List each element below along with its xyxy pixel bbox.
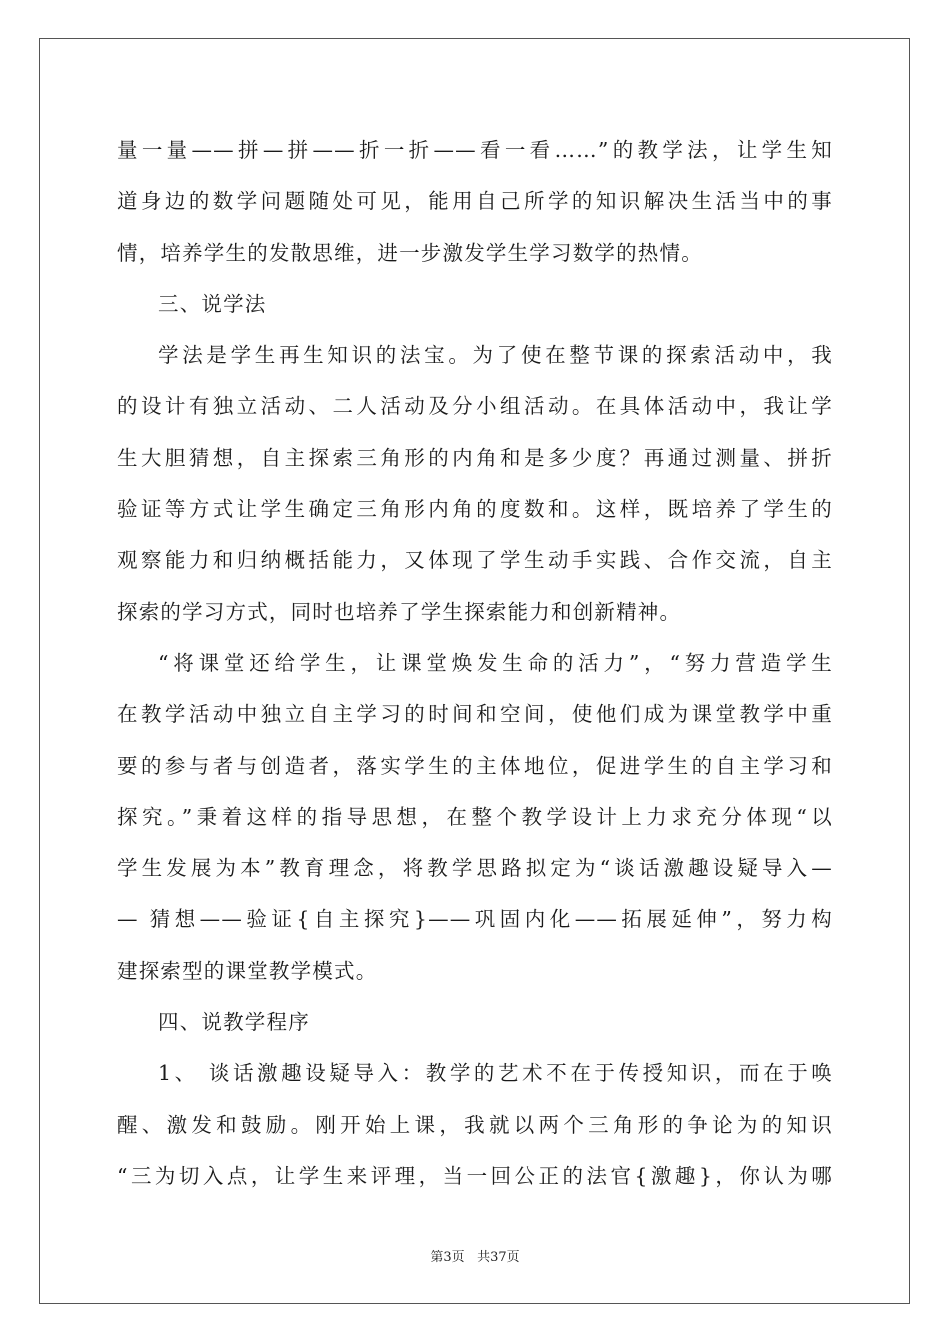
text-line: 建探索型的课堂教学模式。 [117,958,378,983]
text-line: 要的参与者与创造者，落实学生的主体地位，促进学生的自主学习和 [117,753,833,778]
text-line: 验证等方式让学生确定三角形内角的度数和。这样，既培养了学生的 [117,497,833,522]
text-line: 情，培养学生的发散思维，进一步激发学生学习数学的热情。 [117,240,703,265]
page-number: 第3页 [430,1250,465,1265]
text-line: 道身边的数学问题随处可见，能用自己所学的知识解决生活当中的事 [117,189,833,214]
text-line: 探索的学习方式，同时也培养了学生探索能力和创新精神。 [117,599,682,624]
text-line: 学生发展为本”教育理念，将教学思路拟定为“谈话激趣设疑导入— [117,856,833,881]
text-line: 观察能力和归纳概括能力，又体现了学生动手实践、合作交流，自主 [117,548,833,573]
section-heading: 三、说学法 [158,291,267,316]
text-line: “三为切入点，让学生来评理，当一回公正的法官{激趣}，你认为哪 [117,1163,833,1188]
text-line: 的设计有独立活动、二人活动及分小组活动。在具体活动中，我让学 [117,394,833,419]
section-heading: 四、说教学程序 [158,1010,310,1035]
text-line: 学法是学生再生知识的法宝。为了使在整节课的探索活动中，我 [158,343,833,368]
text-line: 量一量——拼—拼——折一折——看一看……”的教学法，让学生知 [117,138,833,162]
text-line: 探究。”秉着这样的指导思想，在整个教学设计上力求充分体现“以 [117,804,833,829]
text-line: 在教学活动中独立自主学习的时间和空间，使他们成为课堂教学中重 [117,702,833,727]
text-line: “将课堂还给学生，让课堂焕发生命的活力”，“努力营造学生 [158,650,833,675]
document-body [117,125,833,1202]
page-footer [0,1246,950,1265]
text-line: — 猜想——验证{自主探究}——巩固内化——拓展延伸”，努力构 [117,907,833,932]
page-total: 共37页 [477,1250,520,1265]
text-line: 生大胆猜想，自主探索三角形的内角和是多少度？再通过测量、拼折 [117,445,833,470]
text-line: 1、 谈话激趣设疑导入：教学的艺术不在于传授知识，而在于唤 [158,1061,833,1086]
text-line: 醒、激发和鼓励。刚开始上课，我就以两个三角形的争论为的知识 [117,1112,833,1137]
